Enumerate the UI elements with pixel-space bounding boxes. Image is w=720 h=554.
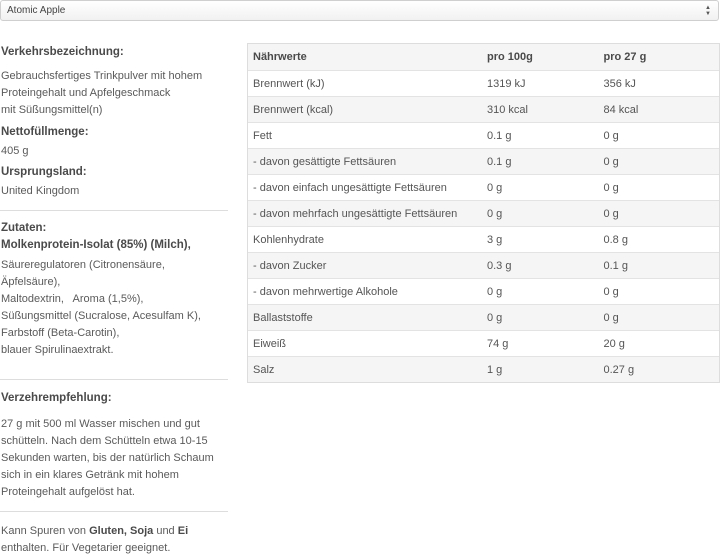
designation-label: Verkehrsbezeichnung: xyxy=(1,46,124,58)
nutrient-name: Kohlenhydrate xyxy=(253,233,324,246)
usage-line-3: Sekunden warten, bis der natürlich Schaum xyxy=(1,452,214,464)
value-per-serving: 0 g xyxy=(603,129,619,142)
nutrient-name: - davon mehrwertige Alkohole xyxy=(253,285,398,298)
value-per-serving: 0 g xyxy=(603,285,619,298)
net-quantity-value: 405 g xyxy=(1,145,29,157)
ingredients-line-5: Farbstoff (Beta-Carotin), xyxy=(1,327,120,339)
table-row xyxy=(248,252,719,278)
table-row xyxy=(248,330,719,356)
select-arrows-icon: ▲ ▼ xyxy=(705,4,711,17)
nutrient-name: Ballaststoffe xyxy=(253,311,313,324)
nutrient-name: - davon gesättigte Fettsäuren xyxy=(253,155,397,168)
allergen-line-1 xyxy=(1,523,188,540)
value-per-100g: 0 g xyxy=(487,207,503,220)
table-row xyxy=(248,148,719,174)
nutrient-name: - davon mehrfach ungesättigte Fettsäuren xyxy=(253,207,458,220)
value-per-100g: 0.1 g xyxy=(487,129,512,142)
divider xyxy=(0,379,228,380)
ingredients-main: Molkenprotein-Isolat (85%) (Milch), xyxy=(1,239,191,251)
origin-label: Ursprungsland: xyxy=(1,166,87,178)
usage-label: Verzehrempfehlung: xyxy=(1,392,112,404)
value-per-100g: 0 g xyxy=(487,285,503,298)
value-per-serving: 0.1 g xyxy=(603,259,628,272)
allergen-prefix: Kann Spuren von xyxy=(1,525,90,537)
designation-line-2: Proteingehalt und Apfelgeschmack xyxy=(1,87,171,99)
flavor-select[interactable] xyxy=(0,0,719,21)
header-per-100g: pro 100g xyxy=(487,51,533,63)
nutrient-name: - davon Zucker xyxy=(253,259,327,272)
value-per-serving: 0 g xyxy=(603,311,619,324)
divider xyxy=(0,511,228,512)
header-nutrient: Nährwerte xyxy=(253,51,307,63)
net-quantity-label: Nettofüllmenge: xyxy=(1,126,89,138)
ingredients-line-1: Säureregulatoren (Citronensäure, xyxy=(1,259,165,271)
designation-line-1: Gebrauchsfertiges Trinkpulver mit hohem xyxy=(1,70,203,82)
value-per-serving: 0.27 g xyxy=(603,363,635,376)
usage-line-1: 27 g mit 500 ml Wasser mischen und gut xyxy=(1,418,200,430)
value-per-serving: 20 g xyxy=(603,337,625,350)
nutrient-name: Brennwert (kJ) xyxy=(253,77,325,90)
allergen-egg: Ei xyxy=(177,525,189,537)
value-per-100g: 0 g xyxy=(487,181,503,194)
table-header-row xyxy=(248,44,719,70)
ingredients-line-6: blauer Spirulinaextrakt. xyxy=(1,344,114,356)
value-per-serving: 0.8 g xyxy=(603,233,628,246)
ingredients-line-3: Maltodextrin, Aroma (1,5%), xyxy=(1,293,144,305)
table-row xyxy=(248,226,719,252)
allergen-and: und xyxy=(153,525,178,537)
origin-value: United Kingdom xyxy=(1,185,80,197)
value-per-serving: 0 g xyxy=(603,155,619,168)
value-per-100g: 1 g xyxy=(487,363,503,376)
ingredients-label: Zutaten: xyxy=(1,222,47,234)
value-per-serving: 0 g xyxy=(603,207,619,220)
nutrient-name: Brennwert (kcal) xyxy=(253,103,334,116)
value-per-100g: 0.1 g xyxy=(487,155,512,168)
table-row xyxy=(248,96,719,122)
designation-line-3: mit Süßungsmittel(n) xyxy=(1,104,103,116)
ingredients-line-2: Äpfelsäure), xyxy=(1,276,61,288)
usage-line-5: Proteingehalt aufgelöst hat. xyxy=(1,486,135,498)
value-per-100g: 74 g xyxy=(487,337,509,350)
nutrient-name: Fett xyxy=(253,129,272,142)
allergen-line-2: enthalten. Für Vegetarier geeignet. xyxy=(1,542,171,554)
value-per-100g: 3 g xyxy=(487,233,503,246)
table-row xyxy=(248,278,719,304)
usage-line-2: schütteln. Nach dem Schütteln etwa 10-15 xyxy=(1,435,208,447)
value-per-100g: 0 g xyxy=(487,311,503,324)
table-row xyxy=(248,200,719,226)
nutrient-name: - davon einfach ungesättigte Fettsäuren xyxy=(253,181,447,194)
value-per-serving: 0 g xyxy=(603,181,619,194)
value-per-100g: 0.3 g xyxy=(487,259,512,272)
divider xyxy=(0,210,228,211)
ingredients-line-4: Süßungsmittel (Sucralose, Acesulfam K), xyxy=(1,310,201,322)
nutrient-name: Salz xyxy=(253,363,275,376)
value-per-100g: 1319 kJ xyxy=(487,77,526,90)
nutrient-name: Eiweiß xyxy=(253,337,287,350)
table-row xyxy=(248,122,719,148)
table-row xyxy=(248,70,719,96)
header-per-serving: pro 27 g xyxy=(603,51,647,63)
value-per-100g: 310 kcal xyxy=(487,103,528,116)
flavor-select-value: Atomic Apple xyxy=(7,5,66,16)
table-row xyxy=(248,304,719,330)
allergen-gluten-soy: Gluten, Soja xyxy=(89,525,154,537)
value-per-serving: 356 kJ xyxy=(603,77,636,90)
table-row xyxy=(248,174,719,200)
table-row xyxy=(248,356,719,382)
usage-line-4: sich in ein klares Getränk mit hohem xyxy=(1,469,179,481)
nutrition-table xyxy=(247,43,720,383)
value-per-serving: 84 kcal xyxy=(603,103,639,116)
